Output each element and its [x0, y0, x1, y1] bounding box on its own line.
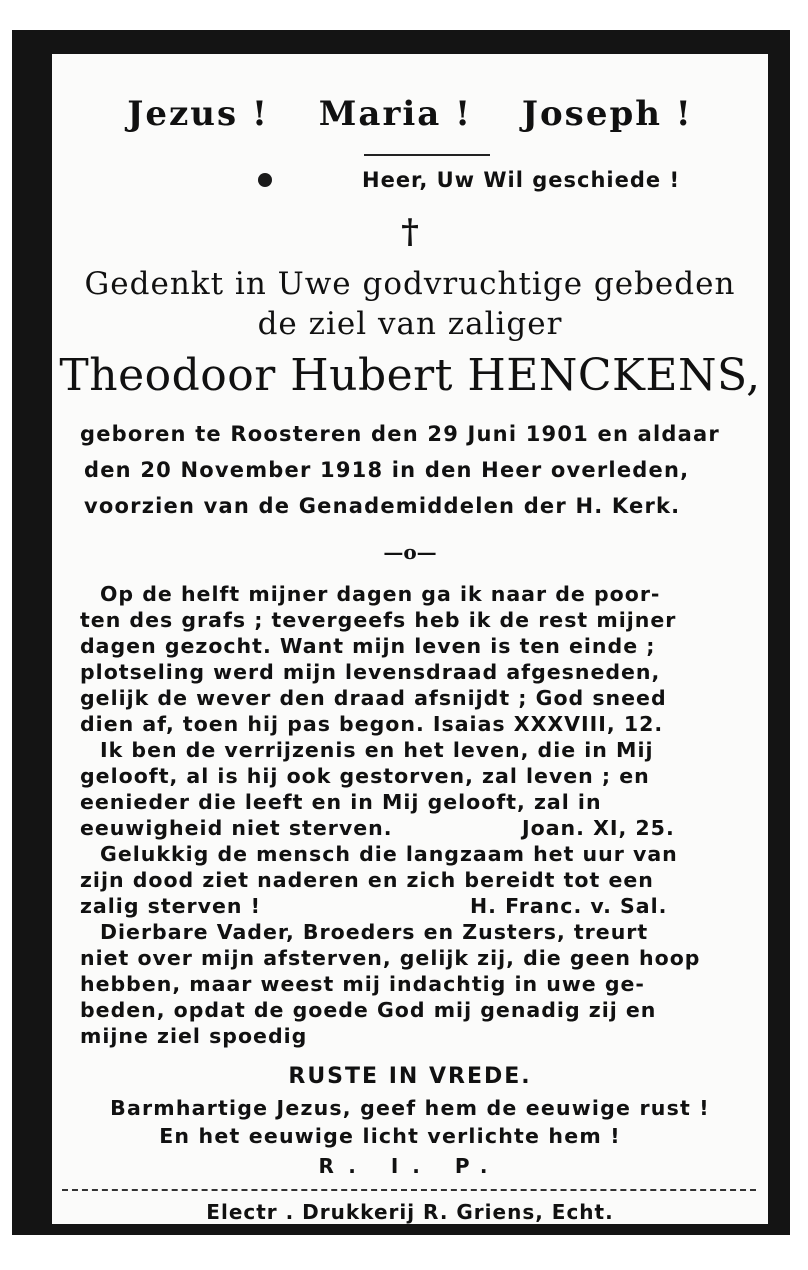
- reference-franc: H. Franc. v. Sal.: [470, 894, 668, 918]
- intro-line-1: Gedenkt in Uwe godvruchtige gebeden: [84, 266, 736, 302]
- text-line: Dierbare Vader, Broeders en Zusters, treurt: [100, 920, 649, 944]
- text-line: hebben, maar weest mij indachtig in uwe ge-: [80, 972, 645, 996]
- name-maria: Maria !: [318, 94, 473, 134]
- deceased-name: Theodoor Hubert HENCKENS,: [59, 350, 761, 401]
- printer-credit: Electr . Drukkerij R. Griens, Echt.: [206, 1200, 614, 1224]
- memorial-card: [12, 30, 790, 1235]
- bio-line: geboren te Roosteren den 29 Juni 1901 en aldaar: [80, 422, 720, 446]
- name-jezus: Jezus !: [127, 94, 269, 134]
- ruste-in-vrede: RUSTE IN VREDE.: [288, 1064, 532, 1089]
- separator: —o—: [383, 540, 437, 564]
- text-line: gelooft, al is hij ook gestorven, zal leven ; en: [80, 764, 650, 788]
- text-line: mijne ziel spoedig: [80, 1024, 308, 1048]
- text-line: zalig sterven !: [80, 894, 261, 918]
- ink-dot: [258, 173, 272, 187]
- heading-rule: [364, 154, 490, 156]
- text-line: Ik ben de verrijzenis en het leven, die in Mij: [100, 738, 654, 762]
- motto: Heer, Uw Wil geschiede !: [362, 168, 681, 192]
- text-line: Op de helft mijner dagen ga ik naar de poor-: [100, 582, 661, 606]
- bio-line: voorzien van de Genademiddelen der H. Kerk.: [84, 494, 681, 518]
- text-line: zijn dood ziet naderen en zich bereidt tot een: [80, 868, 654, 892]
- prayer-line-2: En het eeuwige licht verlichte hem !: [159, 1124, 621, 1148]
- text-line: gelijk de wever den draad afsnijdt ; God sneed: [80, 686, 667, 710]
- card-face: [52, 54, 768, 1224]
- text-line: dagen gezocht. Want mijn leven is ten einde ;: [80, 634, 656, 658]
- cross-icon: †: [401, 212, 419, 252]
- holy-names-heading: [52, 94, 768, 134]
- text-line: Gelukkig de mensch die langzaam het uur van: [100, 842, 678, 866]
- text-line: niet over mijn afsterven, gelijk zij, die geen hoop: [80, 946, 701, 970]
- rip: R. I. P.: [318, 1154, 502, 1178]
- reference-joan: Joan. XI, 25.: [522, 816, 675, 840]
- text-line: eeuwigheid niet sterven.: [80, 816, 393, 840]
- bio-line: den 20 November 1918 in den Heer overleden,: [84, 458, 690, 482]
- footer-rule: [62, 1189, 756, 1191]
- intro-line-2: de ziel van zaliger: [257, 306, 563, 342]
- text-line: beden, opdat de goede God mij genadig zij en: [80, 998, 657, 1022]
- prayer-line-1: Barmhartige Jezus, geef hem de eeuwige rust !: [110, 1096, 710, 1120]
- text-line: dien af, toen hij pas begon. Isaias XXXVIII, 12.: [80, 712, 664, 736]
- text-line: eenieder die leeft en in Mij gelooft, zal in: [80, 790, 602, 814]
- text-line: plotseling werd mijn levensdraad afgesneden,: [80, 660, 661, 684]
- name-joseph: Joseph !: [521, 94, 693, 134]
- text-line: ten des grafs ; tevergeefs heb ik de rest mijner: [80, 608, 677, 632]
